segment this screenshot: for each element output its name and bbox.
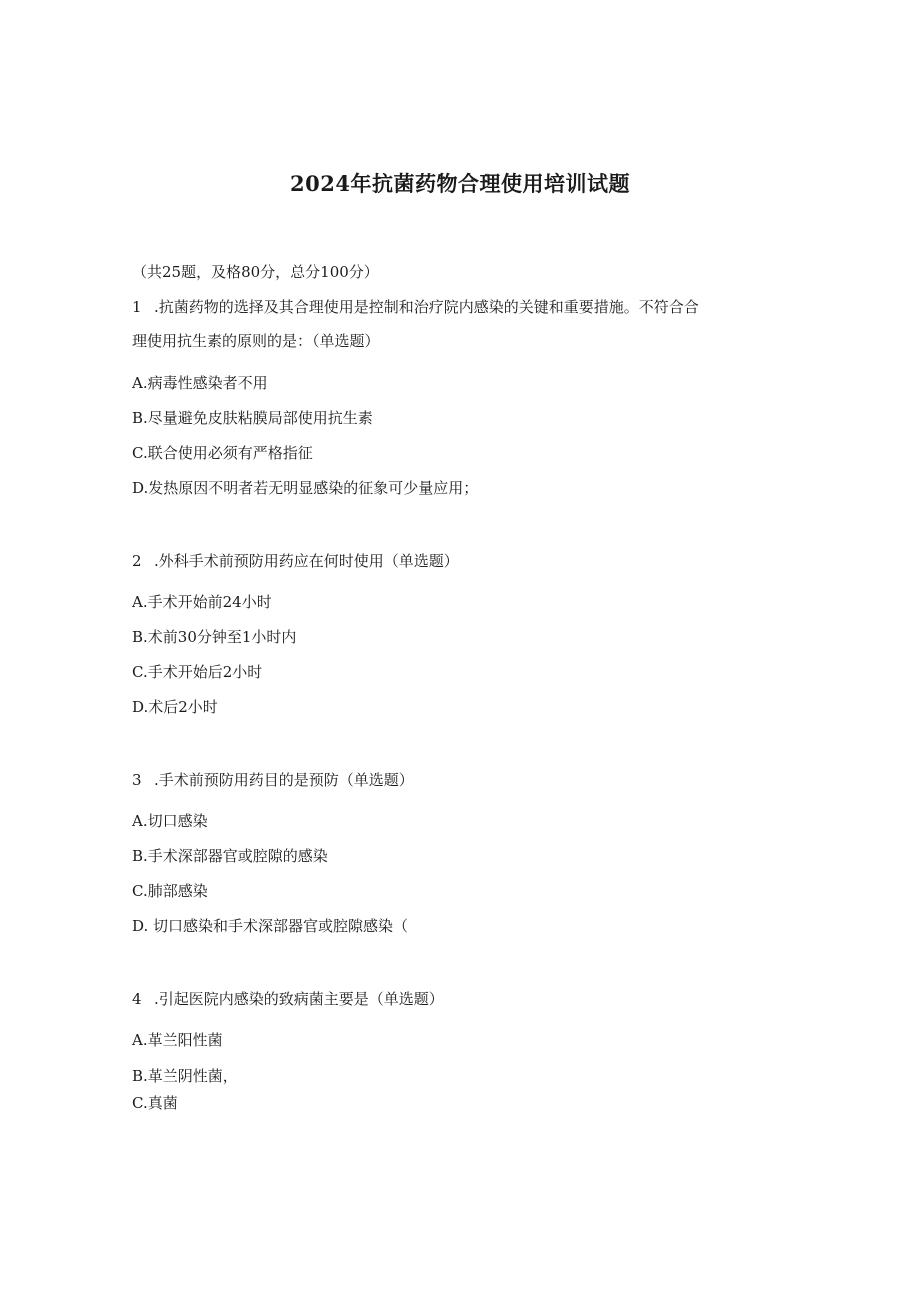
question-2-option-b: B.术前30分钟至1小时内	[132, 628, 297, 646]
question-2-text: .外科手术前预防用药应在何时使用（单选题）	[154, 552, 459, 570]
question-2-option-c: C.手术开始后2小时	[132, 663, 263, 681]
document-title: 2024年抗菌药物合理使用培训试题	[290, 171, 630, 196]
question-1-option-c: C.联合使用必须有严格指征	[132, 444, 313, 462]
question-3-option-b: B.手术深部器官或腔隙的感染	[132, 847, 328, 865]
question-1-line-2: 理使用抗生素的原则的是：（单选题）	[132, 332, 380, 350]
question-4-text: .引起医院内感染的致病菌主要是（单选题）	[154, 990, 444, 1008]
question-1-number: 1	[132, 298, 142, 316]
question-3-option-c: C.肺部感染	[132, 882, 208, 900]
question-3-number: 3	[132, 771, 142, 789]
question-2-line-1	[132, 551, 459, 571]
question-2-option-a: A.手术开始前24小时	[132, 593, 272, 611]
question-4-option-b: B.革兰阴性菌，	[132, 1067, 238, 1085]
question-1-option-d: D.发热原因不明者若无明显感染的征象可少量应用；	[132, 479, 479, 497]
question-1-text: .抗菌药物的选择及其合理使用是控制和治疗院内感染的关键和重要措施。不符合合	[154, 298, 699, 316]
question-1-line-1	[132, 297, 699, 317]
question-3-option-d: D. 切口感染和手术深部器官或腔隙感染（	[132, 917, 409, 935]
question-4-line-1	[132, 989, 444, 1009]
question-1-option-b: B.尽量避免皮肤粘膜局部使用抗生素	[132, 409, 373, 427]
question-3-text: .手术前预防用药目的是预防（单选题）	[154, 771, 414, 789]
question-4-option-c: C.真菌	[132, 1094, 178, 1112]
question-2-number: 2	[132, 552, 142, 570]
question-4-number: 4	[132, 990, 142, 1008]
question-1-option-a: A.病毒性感染者不用	[132, 374, 268, 392]
question-3-option-a: A.切口感染	[132, 812, 208, 830]
exam-info: （共25题，及格80分，总分100分）	[132, 263, 379, 281]
question-3-line-1	[132, 770, 414, 790]
question-4-option-a: A.革兰阳性菌	[132, 1031, 223, 1049]
question-2-option-d: D.术后2小时	[132, 698, 218, 716]
